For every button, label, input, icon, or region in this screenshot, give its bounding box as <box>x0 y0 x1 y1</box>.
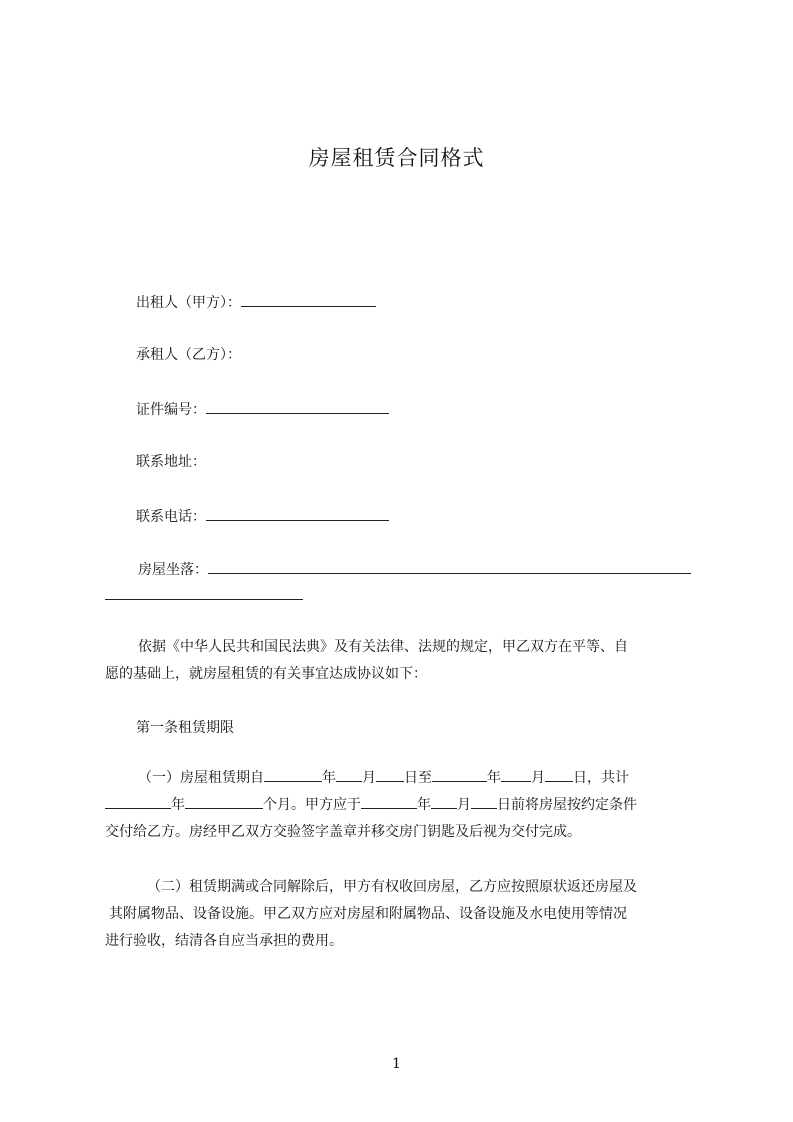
day-total-label: 日，共计 <box>573 770 629 786</box>
article-1-clause-2 <box>105 874 705 955</box>
phone-field <box>136 507 389 526</box>
day-to-label: 日至 <box>404 770 432 786</box>
year-label: 年 <box>417 797 431 813</box>
start-month-blank <box>336 768 362 782</box>
deliver-day-blank <box>471 795 497 809</box>
address-label: 联系地址： <box>136 454 206 470</box>
location-blank-continued <box>105 586 303 600</box>
lessor-field <box>136 293 376 312</box>
address-field <box>136 453 206 471</box>
lessee-label: 承租人（乙方）： <box>136 347 241 363</box>
day-before-label: 日前将房屋按约定条件 <box>497 797 637 813</box>
id-number-field <box>136 400 389 419</box>
page-number: 1 <box>392 1056 401 1072</box>
total-year-blank <box>105 795 171 809</box>
clause-2-line-1: （二）租赁期满或合同解除后，甲方有权收回房屋，乙方应按照原状返还房屋及 <box>147 879 637 895</box>
location-blank <box>208 560 691 574</box>
total-month-blank <box>185 795 263 809</box>
end-month-blank <box>501 768 531 782</box>
article-1-clause-1 <box>105 765 705 846</box>
location-label: 房屋坐落： <box>138 562 208 578</box>
location-field <box>138 560 691 579</box>
article-1-heading: 第一条租赁期限 <box>136 720 234 736</box>
year-label: 年 <box>322 770 336 786</box>
phone-blank <box>206 507 389 521</box>
start-year-blank <box>264 768 322 782</box>
clause-1-line-2 <box>105 792 705 819</box>
clause-1-start: （一）房屋租赁期自 <box>138 770 264 786</box>
intro-line-1: 依据《中华人民共和国民法典》及有关法律、法规的规定，甲乙双方在平等、自 <box>138 639 628 655</box>
month-label: 月 <box>362 770 376 786</box>
year-label: 年 <box>171 797 185 813</box>
lessor-label: 出租人（甲方）： <box>136 295 241 311</box>
start-day-blank <box>376 768 404 782</box>
end-year-blank <box>432 768 487 782</box>
deliver-year-blank <box>361 795 417 809</box>
clause-2-line-2: 其附属物品、设备设施。甲乙双方应对房屋和附属物品、设备设施及水电使用等情况 <box>109 906 627 922</box>
month-label: 月 <box>457 797 471 813</box>
clause-1-line-1 <box>105 765 705 792</box>
phone-label: 联系电话： <box>136 509 206 525</box>
clause-2-line-3: 进行验收，结清各自应当承担的费用。 <box>105 933 343 949</box>
document-title: 房屋租赁合同格式 <box>308 146 485 170</box>
clause-1-line-3: 交付给乙方。房经甲乙双方交验签字盖章并移交房门钥匙及后视为交付完成。 <box>105 824 581 840</box>
intro-line-2: 愿的基础上，就房屋租赁的有关事宜达成协议如下： <box>105 666 427 682</box>
id-number-blank <box>206 400 389 414</box>
lessee-field <box>136 346 241 364</box>
month-label: 月 <box>531 770 545 786</box>
end-day-blank <box>545 768 573 782</box>
months-label: 个月。甲方应于 <box>263 797 361 813</box>
lessor-blank <box>241 293 376 307</box>
id-number-label: 证件编号： <box>136 402 206 418</box>
intro-paragraph <box>105 634 705 688</box>
deliver-month-blank <box>431 795 457 809</box>
year-label: 年 <box>487 770 501 786</box>
